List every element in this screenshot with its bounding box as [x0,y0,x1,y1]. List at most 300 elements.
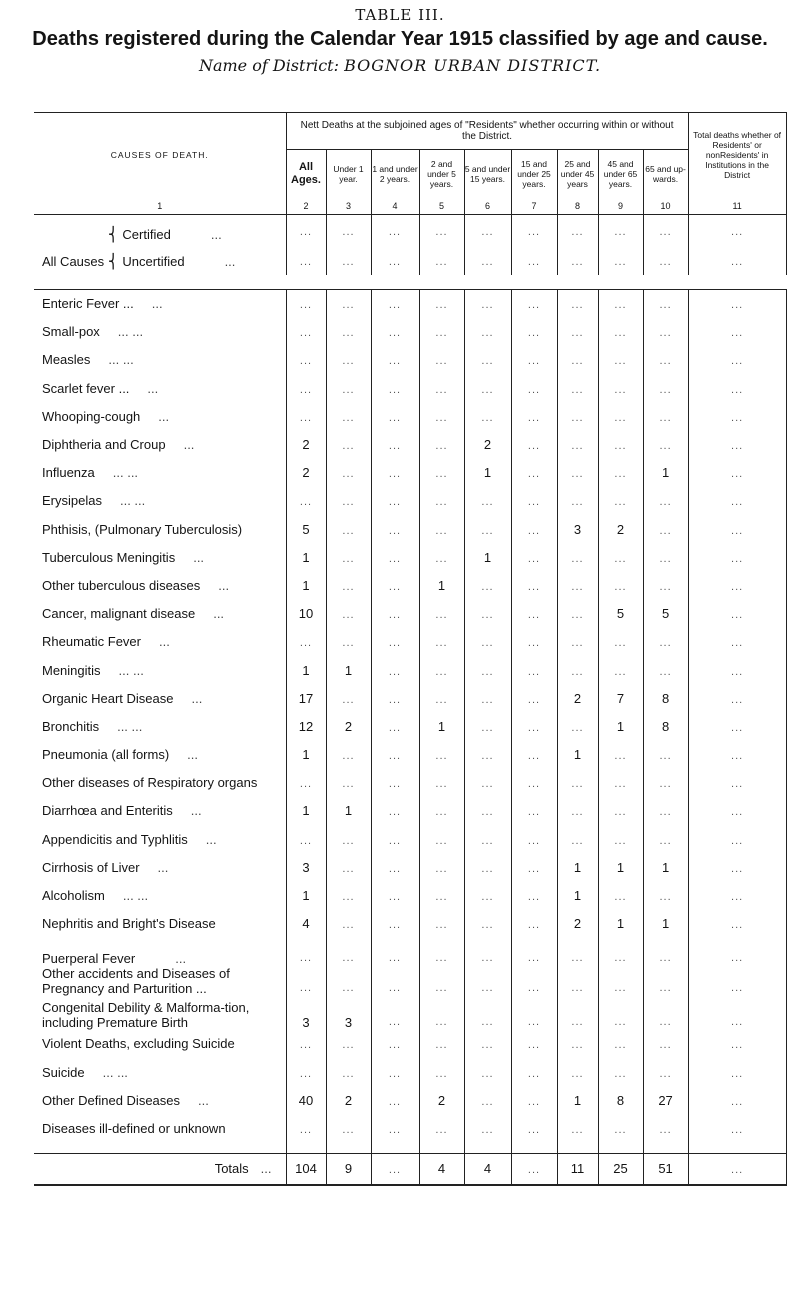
table-cell [557,515,598,543]
table-cell [326,543,371,571]
column-number: 10 [643,198,688,215]
cell-value: 11 [570,1161,585,1177]
cause-name: Influenza [42,465,95,481]
table-cell [688,769,786,797]
table-cell [371,881,419,909]
table-cell [598,1086,643,1114]
cell-value: ... [481,693,494,706]
table-cell [511,938,557,966]
table-cell [464,214,511,247]
table-cell [286,247,326,275]
cell-value: ... [435,327,448,340]
table-cell [511,712,557,740]
table-cell [643,571,688,599]
cell-value: ... [481,580,494,593]
leader-dots: ... [224,253,236,269]
table-cell [598,543,643,571]
table-cell [511,318,557,346]
table-cell [557,289,598,318]
table-cell [464,797,511,825]
cell-value: ... [731,327,744,340]
leader-dots: ... ... [119,493,146,509]
cell-value: ... [571,609,584,622]
table-cell [688,712,786,740]
column-number: 2 [286,198,326,215]
leader-dots: ... [193,549,205,565]
cell-value: 1 [437,718,446,734]
table-cell [557,1058,598,1086]
table-cell [643,289,688,318]
table-cell [371,656,419,684]
table-cell [286,1114,326,1142]
leader-dots: ... [198,1092,209,1108]
cell-value: ... [614,226,627,238]
table-cell [643,1030,688,1058]
table-row [34,1030,786,1058]
table-row [34,966,786,996]
cell-value: 1 [661,916,670,932]
table-cell [419,1114,464,1142]
table-cell [326,214,371,247]
table-cell [464,853,511,881]
cell-value: ... [527,355,541,368]
table-cell [326,628,371,656]
table-row [34,1058,786,1086]
cause-label [34,656,286,684]
table-cell [286,289,326,318]
cause-name: Measles [42,352,91,368]
cause-label [34,487,286,515]
cell-value: ... [435,1067,448,1080]
cell-value: ... [388,1095,402,1108]
table-cell [371,515,419,543]
table-cell [419,684,464,712]
table-cell [688,487,786,515]
table-cell [326,515,371,543]
table-cell [598,289,643,318]
cause-name: Other Defined Diseases [42,1092,181,1108]
table-cell [511,214,557,247]
table-row [34,459,786,487]
cell-value: ... [659,496,672,509]
table-cell [419,853,464,881]
table-cell [688,797,786,825]
cell-value: ... [527,981,541,994]
cause-name: Scarlet fever ... [42,380,130,396]
cell-value: ... [435,1123,448,1136]
table-cell [511,346,557,374]
table-cell [326,881,371,909]
table-cell [557,487,598,515]
table-cell [286,741,326,769]
table-cell [326,487,371,515]
cell-value: ... [342,834,355,847]
cell-value: ... [342,355,355,368]
cell-value: ... [388,552,402,565]
cell-value: ... [571,834,584,847]
table-cell [511,402,557,430]
table-cell [326,600,371,628]
table-cell [419,996,464,1030]
cell-value: ... [342,383,355,396]
cell-value: ... [388,1164,402,1177]
table-cell [688,1058,786,1086]
table-cell [464,656,511,684]
cause-name: Diarrhœa and Enteritis [42,803,173,819]
table-cell [286,402,326,430]
cell-value: 5 [661,606,670,622]
cell-value: ... [659,750,672,763]
cell-value: 2 [344,718,353,734]
table-cell [598,515,643,543]
nett-deaths-header: Nett Deaths at the subjoined ages of "Residents" whether occurring within or without the District. [300,120,674,142]
cell-value: ... [659,834,672,847]
cell-value: ... [614,981,627,994]
cell-value: ... [342,226,355,238]
table-cell [464,247,511,275]
cell-value: ... [435,496,448,509]
table-cell [643,1153,688,1185]
cause-label [34,797,286,825]
table-cell [419,741,464,769]
table-cell [557,656,598,684]
table-cell [419,214,464,247]
cause-label [34,769,286,797]
table-cell [464,543,511,571]
table-cell [286,459,326,487]
cell-value: ... [731,693,744,706]
cause-label [34,853,286,881]
cell-value: ... [571,1067,584,1080]
leader-dots: ... [210,226,222,242]
cell-value: ... [571,256,584,268]
table-cell [326,797,371,825]
table-row [34,600,786,628]
cell-value: ... [614,665,627,678]
table-cell [371,430,419,458]
cause-name: Suicide [42,1064,85,1080]
cell-value: 1 [344,662,353,678]
leader-dots: ... [158,408,170,424]
cause-name: Pneumonia (all forms) [42,747,170,763]
cell-value: ... [388,440,402,453]
table-cell [643,402,688,430]
cell-value: ... [299,1123,313,1136]
cell-value: ... [571,327,584,340]
table-cell [511,684,557,712]
cell-value: ... [342,256,355,268]
table-cell [326,430,371,458]
table-cell [464,459,511,487]
cell-value: ... [571,806,584,819]
cell-value: ... [299,327,313,340]
cell-value: ... [481,721,494,734]
cell-value: ... [342,778,355,791]
column-number: 3 [326,198,371,215]
cell-value: ... [731,665,744,678]
cell-value: 2 [302,437,310,453]
table-cell [511,543,557,571]
cell-value: ... [299,383,313,396]
table-cell [688,543,786,571]
table-cell [557,1086,598,1114]
table-cell [286,797,326,825]
cell-value: ... [659,1067,672,1080]
table-cell [326,571,371,599]
cell-value: ... [435,468,448,481]
cell-value: 5 [302,521,310,537]
cause-label [34,938,286,966]
cell-value: ... [571,637,584,650]
table-cell [326,769,371,797]
cell-value: ... [614,440,627,453]
table-cell [688,853,786,881]
cell-value: ... [435,665,448,678]
cell-value: ... [388,256,402,268]
cell-value: ... [342,524,355,537]
cell-value: ... [388,778,402,791]
cell-value: ... [731,383,744,396]
table-cell [511,487,557,515]
table-cell [371,1030,419,1058]
table-cell [371,346,419,374]
cell-value: ... [527,665,541,678]
cell-value: ... [481,951,494,964]
table-cell [688,571,786,599]
table-cell [557,938,598,966]
cell-value: ... [731,919,744,932]
table-cell [598,571,643,599]
table-cell [557,571,598,599]
table-cell [688,459,786,487]
cell-value: 1 [573,1092,582,1108]
cell-value: 2 [573,690,582,706]
cause-name: Congenital Debility & Malforma-tion, including Premature Birth [42,999,250,1030]
cell-value: ... [299,637,313,650]
cell-value: ... [527,1015,541,1028]
cell-value: ... [388,609,402,622]
cell-value: ... [388,327,402,340]
table-cell [286,712,326,740]
table-cell [511,1114,557,1142]
table-cell [419,571,464,599]
cell-value: 1 [661,859,670,875]
table-cell [326,247,371,275]
cell-value: ... [527,609,541,622]
leader-dots: ... [190,803,202,819]
cause-label [34,1030,286,1058]
cell-value: ... [435,299,448,312]
cell-value: ... [527,552,541,565]
cell-value: ... [614,327,627,340]
table-cell [419,1058,464,1086]
cell-value: ... [731,440,744,453]
cell-value: 1 [302,888,310,904]
table-cell [688,741,786,769]
cell-value: ... [731,951,744,964]
cell-value: ... [731,981,744,994]
cell-value: ... [659,778,672,791]
cell-value: ... [731,1039,744,1052]
table-cell [511,247,557,275]
cause-name: Cancer, malignant disease [42,606,196,622]
district-prefix: Name of District: [198,56,339,75]
table-cell [371,1086,419,1114]
table-cell [557,600,598,628]
cell-value: ... [527,637,541,650]
table-cell [643,881,688,909]
table-cell [688,996,786,1030]
cell-value: ... [527,524,541,537]
cell-value: ... [388,862,402,875]
table-cell [286,214,326,247]
table-cell [511,571,557,599]
table-cell [557,1153,598,1185]
cell-value: 2 [616,521,625,537]
table-cell [419,374,464,402]
table-row [34,515,786,543]
table-cell [688,289,786,318]
table-cell [557,966,598,996]
table-cell [688,247,786,275]
table-cell [464,318,511,346]
cell-value: ... [435,806,448,819]
table-cell [286,346,326,374]
page-title: Deaths registered during the Calendar Year 1915 classified by age and cause. [32,28,768,50]
table-cell [688,402,786,430]
table-cell [598,1153,643,1185]
table-cell [419,966,464,996]
cell-value: ... [299,496,313,509]
table-cell [464,374,511,402]
cell-value: 17 [298,690,314,706]
table-row [34,1086,786,1114]
table-cell [557,1114,598,1142]
cause-name: Whooping-cough [42,408,141,424]
table-cell [598,247,643,275]
cell-value: ... [481,1123,494,1136]
table-cell [464,966,511,996]
table-cell [464,515,511,543]
cell-value: 1 [573,747,582,763]
cell-value: ... [435,1015,448,1028]
cell-value: ... [342,750,355,763]
cell-value: ... [342,951,355,964]
cell-value: ... [731,750,744,763]
table-cell [598,656,643,684]
table-cell [557,430,598,458]
cause-label [34,459,286,487]
table-cell [371,247,419,275]
cell-value: ... [388,665,402,678]
table-cell [598,600,643,628]
cause-name: Diseases ill-defined or unknown [42,1120,226,1136]
table-cell [371,289,419,318]
cell-value: ... [435,440,448,453]
cell-value: ... [527,440,541,453]
table-cell [643,1058,688,1086]
cell-value: ... [527,256,541,268]
cell-value: ... [571,1123,584,1136]
cell-value: ... [731,609,744,622]
cell-value: 8 [661,690,670,706]
cell-value: ... [388,806,402,819]
table-cell [464,1153,511,1185]
all-causes-sublabel: Uncertified [122,253,185,269]
cell-value: ... [435,862,448,875]
table-cell [419,797,464,825]
table-cell [419,402,464,430]
cell-value: ... [435,951,448,964]
cause-name: Puerperal Fever [42,950,136,966]
table-cell [557,346,598,374]
table-cell [286,1153,326,1185]
table-cell [371,1153,419,1185]
cell-value: ... [614,256,627,268]
cell-value: 1 [302,747,310,763]
cell-value: ... [435,919,448,932]
cell-value: 2 [344,1092,353,1108]
cell-value: ... [571,355,584,368]
table-cell [511,600,557,628]
cell-value: ... [388,1015,402,1028]
cell-value: ... [342,468,355,481]
cell-value: ... [527,806,541,819]
table-cell [286,374,326,402]
cell-value: ... [481,919,494,932]
table-cell [643,459,688,487]
table-cell [688,938,786,966]
column-header: All Ages. [286,150,326,198]
cell-value: ... [342,552,355,565]
column-header: 15 and under 25 years. [511,150,557,198]
cause-label [34,1114,286,1142]
table-cell [598,712,643,740]
cause-name: Other tuberculous diseases [42,577,201,593]
totals-row [34,1153,786,1185]
cell-value: ... [527,778,541,791]
table-cell [286,600,326,628]
table-cell [643,628,688,656]
cell-value: ... [388,355,402,368]
cell-value: ... [614,552,627,565]
table-cell [598,910,643,938]
cell-value: ... [659,580,672,593]
cell-value: ... [388,299,402,312]
table-cell [643,966,688,996]
table-cell [511,1058,557,1086]
cell-value: ... [571,665,584,678]
cell-value: ... [342,411,355,424]
table-cell [286,769,326,797]
column-header: 1 and under 2 years. [371,150,419,198]
table-cell [419,938,464,966]
cause-label [34,881,286,909]
cell-value: ... [527,411,541,424]
cause-label [34,684,286,712]
cell-value: 1 [437,577,446,593]
table-cell [371,741,419,769]
cell-value: ... [481,750,494,763]
cell-value: ... [731,778,744,791]
cell-value: ... [659,383,672,396]
cell-value: ... [731,524,744,537]
table-cell [643,938,688,966]
cause-label [34,430,286,458]
cell-value: 3 [573,521,582,537]
table-cell [286,656,326,684]
table-cell [464,996,511,1030]
